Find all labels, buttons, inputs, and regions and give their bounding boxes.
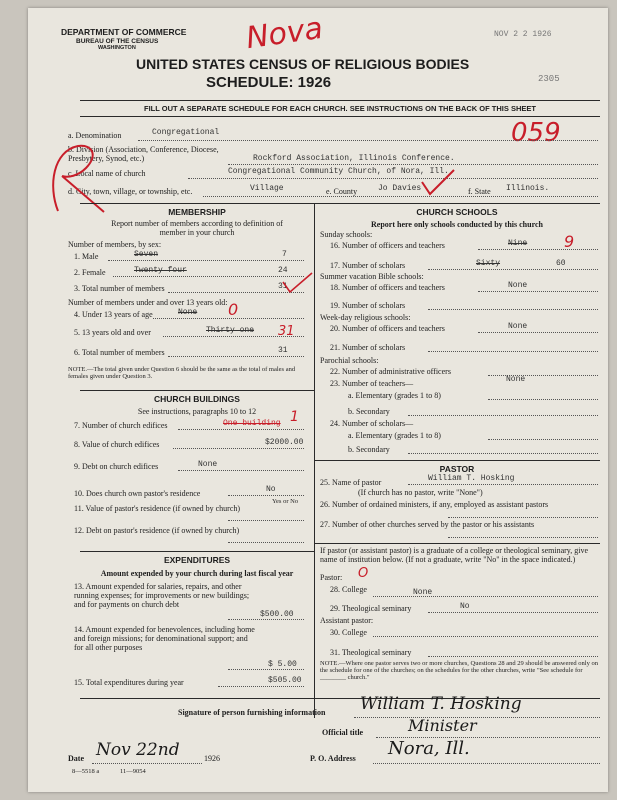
official-title-value: Minister <box>408 716 477 735</box>
q2-number: 24 <box>278 266 288 275</box>
q9-label: 9. Debt on church edifices <box>74 462 159 471</box>
q23a-label: a. Elementary (grades 1 to 8) <box>348 391 441 400</box>
q14-label: 14. Amount expended for benevolences, including home and foreign missions; for denominational support; and for all other purposes <box>74 625 255 652</box>
state-label: f. State <box>468 187 491 196</box>
pastor-section-title: PASTOR <box>439 464 475 474</box>
q30-label: 30. College <box>330 628 367 637</box>
local-name-label: c. Local name of church <box>68 169 146 178</box>
q20-typed: None <box>508 322 528 331</box>
signature-label: Signature of person furnishing information <box>178 708 326 717</box>
q3-number: 31 <box>278 282 288 291</box>
red-q3-check <box>280 270 316 296</box>
q16-typed: Nine <box>508 239 528 248</box>
q1-label: 1. Male <box>74 252 99 261</box>
q28-label: 28. College <box>330 585 367 594</box>
schools-subtitle: Report here only schools conducted by this church <box>371 220 543 229</box>
q1-number: 7 <box>282 250 287 259</box>
q5-label: 5. 13 years old and over <box>74 328 151 337</box>
q29-label: 29. Theological seminary <box>330 604 412 613</box>
q27-label: 27. Number of other churches served by the pastor or his assistants <box>320 520 535 529</box>
q14-value: $ 5.00 <box>268 660 297 669</box>
division-value: Rockford Association, Illinois Conference. <box>253 154 455 163</box>
q24a-label: a. Elementary (grades 1 to 8) <box>348 431 441 440</box>
denomination-value: Congregational <box>152 128 220 137</box>
assistant-pastor-label: Assistant pastor: <box>320 616 374 625</box>
q10-value: No <box>266 485 276 494</box>
po-address-label: P. O. Address <box>310 754 356 763</box>
pastor-sublabel: Pastor: <box>320 573 343 582</box>
q31-label: 31. Theological seminary <box>330 648 412 657</box>
q17-label: 17. Number of scholars <box>330 261 406 270</box>
age-label: Number of members under and over 13 years old: <box>68 298 228 307</box>
q2-typed: Twenty four <box>134 266 187 275</box>
q23-label: 23. Number of teachers— <box>330 379 414 388</box>
q1-typed: Seven <box>134 250 159 259</box>
q4-label: 4. Under 13 years of age <box>74 310 153 319</box>
q3-label: 3. Total number of members <box>74 284 165 293</box>
q17-typed: Sixty <box>476 259 501 268</box>
yes-no-hint: Yes or No <box>272 498 299 505</box>
summer-schools-label: Summer vacation Bible schools: <box>320 272 424 281</box>
q13-label: 13. Amount expended for salaries, repairs, and other running expenses; for improvements or new buildings; and for payments on church debt <box>74 582 250 609</box>
date-year: 1926 <box>204 754 220 763</box>
q21-label: 21. Number of scholars <box>330 343 406 352</box>
date-label: Date <box>68 754 84 763</box>
q18-typed: None <box>508 281 528 290</box>
bureau-label: BUREAU OF THE CENSUS <box>76 38 159 45</box>
q7-label: 7. Number of church edifices <box>74 421 168 430</box>
q28-value: None <box>413 588 433 597</box>
q23b-label: b. Secondary <box>348 407 390 416</box>
q5-number: 31 <box>278 324 295 339</box>
pastor-note: NOTE.—Where one pastor serves two or more churches, Questions 28 and 29 should be answered only on the schedule for one of the churches; on the schedules for the other churches, write "See schedule for ________ church." <box>320 660 598 681</box>
county-label: e. County <box>326 187 358 196</box>
city-town-value: Village <box>250 184 284 193</box>
q4-typed: None <box>178 308 198 317</box>
local-name-value: Congregational Community Church, of Nora, Ill. <box>228 167 449 176</box>
q16-label: 16. Number of officers and teachers <box>330 241 445 250</box>
weekday-schools-label: Week-day religious schools: <box>320 313 411 322</box>
q6-label: 6. Total number of members <box>74 348 165 357</box>
official-title-label: Official title <box>322 728 364 737</box>
handwritten-nova: Nova <box>243 10 325 57</box>
expenditures-subtitle: Amount expended by your church during last fiscal year <box>100 569 294 578</box>
q26-label: 26. Number of ordained ministers, if any, employed as assistant pastors <box>320 500 549 509</box>
city-label: WASHINGTON <box>98 45 136 51</box>
census-schedule-sheet <box>28 8 608 792</box>
red-o-mark: O <box>358 566 369 581</box>
q2-label: 2. Female <box>74 268 106 277</box>
form-title: UNITED STATES CENSUS OF RELIGIOUS BODIES <box>136 56 470 72</box>
q25-value: William T. Hosking <box>428 474 515 483</box>
q25-hint: (If church has no pastor, write "None") <box>358 488 483 497</box>
q17-number: 60 <box>556 259 566 268</box>
division-label: b. Division (Association, Conference, Diocese, Presbytery, Synod, etc.) <box>68 145 219 163</box>
expenditures-section-title: EXPENDITURES <box>163 555 231 565</box>
schools-section-title: CHURCH SCHOOLS <box>416 207 498 217</box>
members-by-sex-label: Number of members, by sex: <box>68 240 162 249</box>
membership-subtitle-1: Report number of members according to definition of <box>111 219 283 228</box>
q9-value: None <box>198 460 218 469</box>
sunday-schools-label: Sunday schools: <box>320 230 373 239</box>
signature-value: William T. Hosking <box>360 694 522 714</box>
q22-label: 22. Number of administrative officers <box>330 367 451 376</box>
red-county-check <box>418 168 458 198</box>
q6-number: 31 <box>278 346 288 355</box>
q5-typed: Thirty one <box>206 326 255 335</box>
received-stamp-number: 2305 <box>538 74 560 84</box>
city-town-label: d. City, town, village, or township, etc. <box>68 187 193 196</box>
red-tally-number: 059 <box>511 118 561 148</box>
membership-subtitle-2: member in your church <box>159 228 235 237</box>
buildings-section-title: CHURCH BUILDINGS <box>154 394 240 404</box>
q7-red-number: 1 <box>290 409 299 425</box>
q16-red-number: 9 <box>564 232 575 251</box>
county-value: Jo Davies <box>378 184 422 193</box>
q23-typed: None <box>506 375 526 384</box>
received-stamp-date: NOV 2 2 1926 <box>494 30 552 39</box>
q20-label: 20. Number of officers and teachers <box>330 324 445 333</box>
q24-label: 24. Number of scholars— <box>330 419 414 428</box>
q11-label: 11. Value of pastor's residence (if owned by church) <box>74 504 241 513</box>
buildings-subtitle: See instructions, paragraphs 10 to 12 <box>137 407 257 416</box>
red-zero: 0 <box>228 300 239 319</box>
state-value: Illinois. <box>506 184 550 193</box>
q25-label: 25. Name of pastor <box>320 478 382 487</box>
q12-label: 12. Debt on pastor's residence (if owned by church) <box>74 526 240 535</box>
membership-section-title: MEMBERSHIP <box>168 207 226 217</box>
form-number: 8—5518 a <box>72 768 100 775</box>
college-note: If pastor (or assistant pastor) is a graduate of a college or theological seminary, give name of institution below. (If not a graduate, write "No" in the space indicated.) <box>320 546 589 564</box>
q13-value: $500.00 <box>260 610 294 619</box>
date-value: Nov 22nd <box>96 740 180 760</box>
q24b-label: b. Secondary <box>348 445 390 454</box>
schedule-title: SCHEDULE: 1926 <box>206 74 332 91</box>
po-address-value: Nora, Ill. <box>388 738 470 759</box>
parochial-schools-label: Parochial schools: <box>320 356 379 365</box>
print-number: 11—9054 <box>120 768 146 775</box>
q7-typed: One building <box>223 419 281 428</box>
q29-value: No <box>460 602 470 611</box>
q10-label: 10. Does church own pastor's residence <box>74 489 201 498</box>
instruction-banner: FILL OUT A SEPARATE SCHEDULE FOR EACH CHURCH. SEE INSTRUCTIONS ON THE BACK OF THIS SHEET <box>144 104 536 113</box>
q15-value: $505.00 <box>268 676 302 685</box>
q15-label: 15. Total expenditures during year <box>74 678 184 687</box>
q8-label: 8. Value of church edifices <box>74 440 160 449</box>
q8-value: $2000.00 <box>265 438 304 447</box>
q18-label: 18. Number of officers and teachers <box>330 283 445 292</box>
q19-label: 19. Number of scholars <box>330 301 406 310</box>
denomination-label: a. Denomination <box>68 131 122 140</box>
department-label: DEPARTMENT OF COMMERCE <box>61 27 187 37</box>
membership-note: NOTE.—The total given under Question 6 should be the same as the total of males and females given under Question 3. <box>68 366 296 380</box>
